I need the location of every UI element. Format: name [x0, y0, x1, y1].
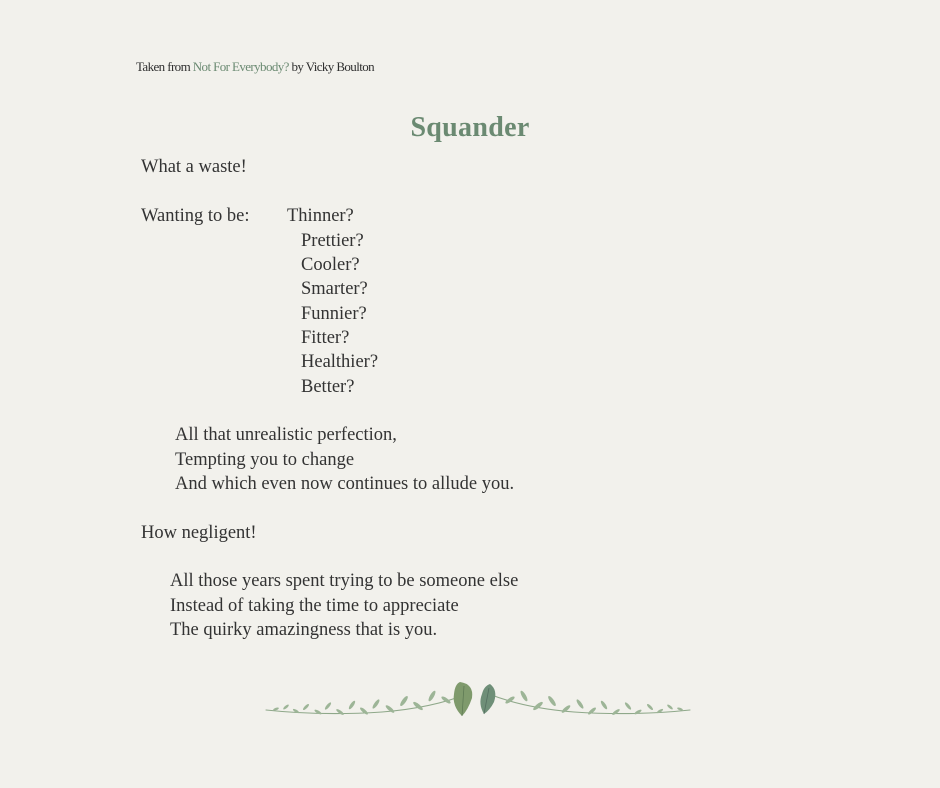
poem-title: Squander — [410, 112, 530, 143]
attribution — [136, 59, 374, 75]
quality-line: Funnier? — [301, 304, 367, 324]
poem-opening-line: What a waste! — [141, 157, 247, 177]
stanza-three-line: Instead of taking the time to appreciate — [170, 596, 459, 616]
stanza-two-line: All that unrealistic perfection, — [175, 425, 397, 445]
quality-line: Fitter? — [301, 328, 350, 348]
attribution-prefix: Taken from — [136, 59, 191, 74]
stanza-three-line: All those years spent trying to be someone else — [170, 571, 519, 591]
quality-line: Smarter? — [301, 279, 368, 299]
stanza-two-line: Tempting you to change — [175, 450, 355, 470]
quality-line: Thinner? — [287, 206, 354, 226]
quality-line: Prettier? — [301, 231, 364, 251]
stanza-three-line: The quirky amazingness that is you. — [170, 620, 438, 640]
quality-line: Healthier? — [301, 352, 379, 372]
stanza-two-line: And which even now continues to allude you. — [175, 474, 515, 494]
leafy-vine-icon — [262, 676, 694, 726]
quality-line: Cooler? — [301, 255, 360, 275]
exclamation-line: How negligent! — [141, 523, 257, 543]
wanting-lead: Wanting to be: — [141, 206, 250, 226]
book-title: Not For Everybody? — [192, 59, 289, 74]
quality-line: Better? — [301, 377, 355, 397]
attribution-byline: by Vicky Boulton — [291, 59, 375, 74]
